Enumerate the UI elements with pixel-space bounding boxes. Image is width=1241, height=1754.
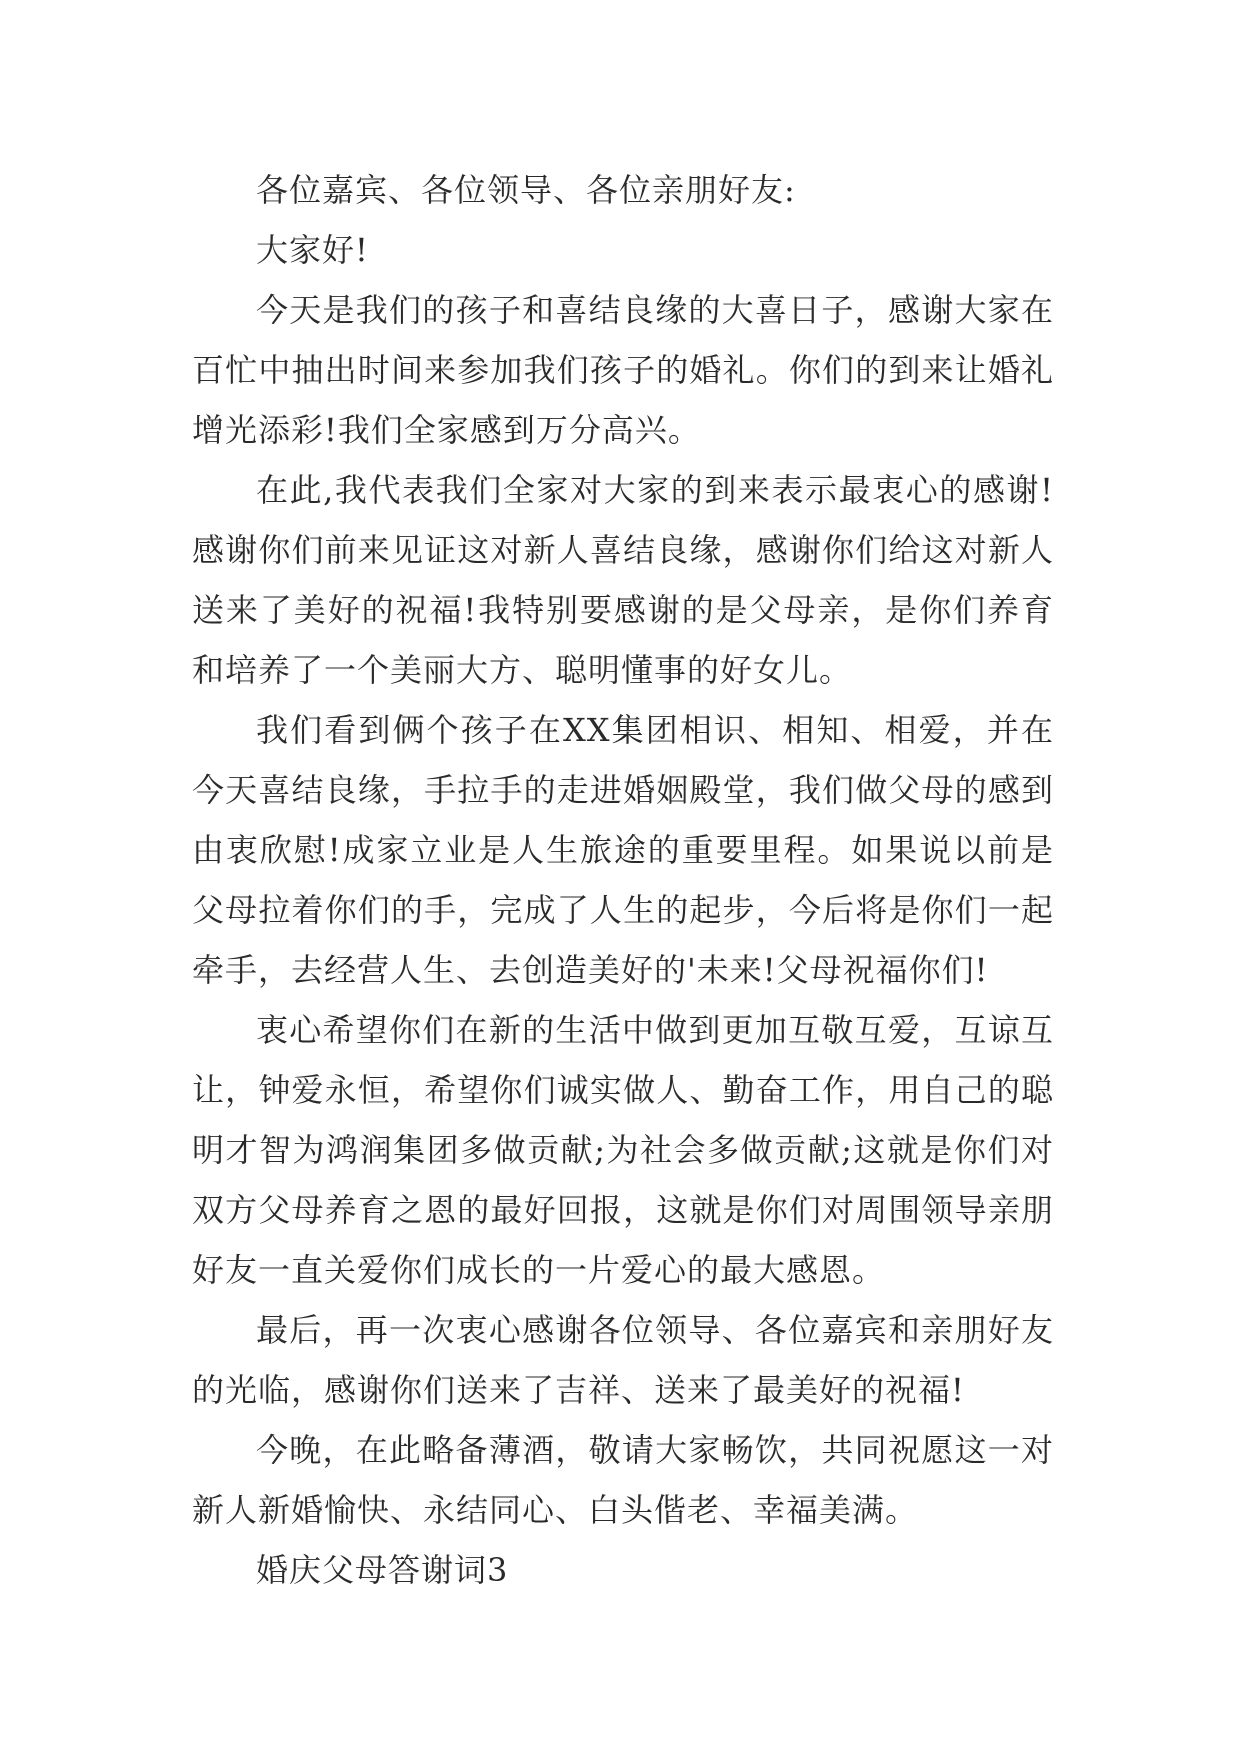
paragraph: 最后，再一次衷心感谢各位领导、各位嘉宾和亲朋好友的光临，感谢你们送来了吉祥、送来了最美好的祝福! bbox=[192, 1311, 1054, 1409]
paragraph: 衷心希望你们在新的生活中做到更加互敬互爱，互谅互让，钟爱永恒，希望你们诚实做人、勤奋工作，用自己的聪明才智为鸿润集团多做贡献;为社会多做贡献;这就是你们对双方父母养育之恩的最好回报，这就是你们对周围领导亲朋好友一直关爱你们成长的一片爱心的最大感恩。 bbox=[192, 1011, 1054, 1289]
greeting: 大家好! bbox=[256, 231, 369, 269]
salutation: 各位嘉宾、各位领导、各位亲朋好友: bbox=[256, 171, 796, 209]
paragraph: 我们看到俩个孩子在XX集团相识、相知、相爱，并在今天喜结良缘，手拉手的走进婚姻殿堂，我们做父母的感到由衷欣慰!成家立业是人生旅途的重要里程。如果说以前是父母拉着你们的手，完成了人生的起步，今后将是你们一起牵手，去经营人生、去创造美好的'未来!父母祝福你们! bbox=[192, 711, 1054, 989]
document-body bbox=[192, 160, 1054, 1600]
paragraph: 今晚，在此略备薄酒，敬请大家畅饮，共同祝愿这一对新人新婚愉快、永结同心、白头偕老、幸福美满。 bbox=[192, 1431, 1054, 1529]
paragraph: 今天是我们的孩子和喜结良缘的大喜日子，感谢大家在百忙中抽出时间来参加我们孩子的婚礼。你们的到来让婚礼增光添彩!我们全家感到万分高兴。 bbox=[192, 291, 1054, 449]
paragraph: 在此,我代表我们全家对大家的到来表示最衷心的感谢!感谢你们前来见证这对新人喜结良缘，感谢你们给这对新人送来了美好的祝福!我特别要感谢的是父母亲，是你们养育和培养了一个美丽大方、聪明懂事的好女儿。 bbox=[192, 471, 1054, 689]
section-heading: 婚庆父母答谢词3 bbox=[256, 1551, 509, 1589]
